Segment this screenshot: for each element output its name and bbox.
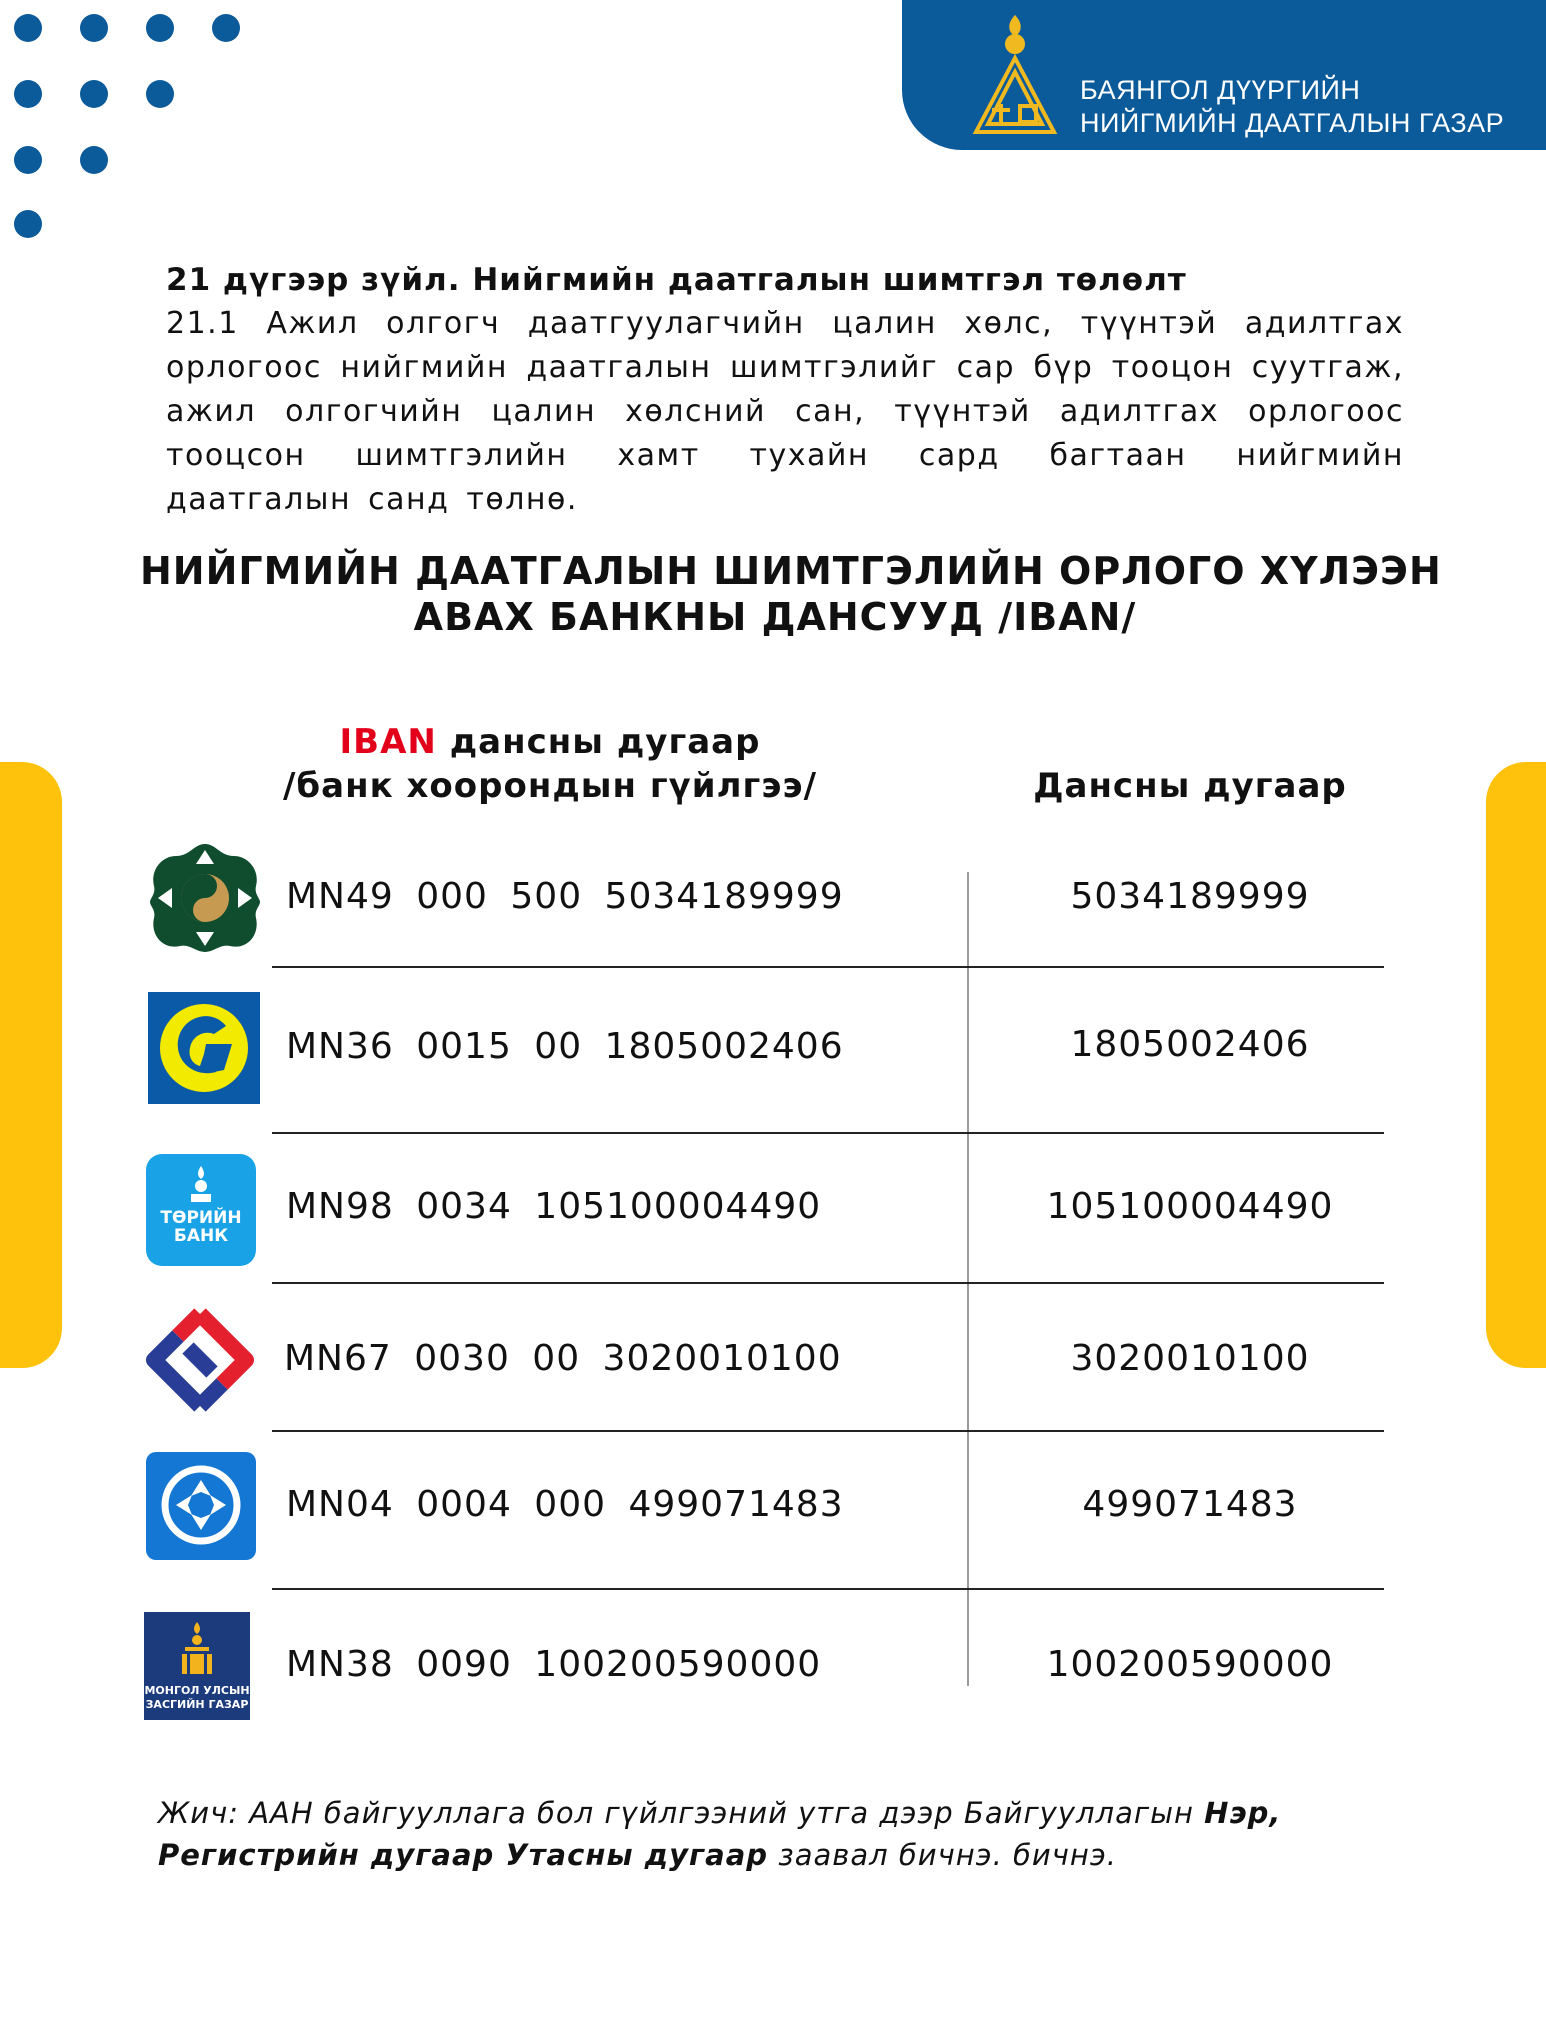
dot (212, 14, 240, 42)
account-number: 100200590000 (1046, 1644, 1334, 1685)
row-divider (272, 1132, 1384, 1134)
tdb-bank-logo-icon (146, 1452, 256, 1560)
social-insurance-emblem-icon (970, 14, 1060, 136)
state-bank-logo-icon (146, 1154, 256, 1266)
dot (80, 80, 108, 108)
header-org-line2: НИЙГМИЙН ДААТГАЛЫН ГАЗАР (1080, 108, 1505, 138)
government-logo-text-1: МОНГОЛ УЛСЫН (144, 1684, 250, 1697)
row-divider (272, 1588, 1384, 1590)
account-number: 499071483 (1082, 1484, 1298, 1525)
iban-header-rest: дансны дугаар (436, 722, 761, 762)
article-body: 21.1 Ажил олгогч даатгуулагчийн цалин хөлс, түүнтэй адилтгах орлогоос нийгмийн даатгалын шимтгэлийг сар бүр тооцон суутгаж, ажил олгогчийн цалин хөлсний сан, түүнтэй адилтгах орлогоос тооцсон шимтгэлийн хамт тухайн сард багтаан нийгмийн даатгалын санд төлнө. (166, 306, 1404, 517)
iban-number: MN38 0090 100200590000 (286, 1644, 822, 1685)
state-bank-logo-text-1: ТӨРИЙН (160, 1208, 242, 1228)
header-organization-title (1080, 74, 1504, 140)
row-divider (272, 1282, 1384, 1284)
column-divider (967, 872, 969, 1686)
footnote-suffix: заавал бичнэ. бичнэ. (768, 1838, 1117, 1872)
row-divider (272, 1430, 1384, 1432)
dot (80, 14, 108, 42)
xacbank-logo-icon (142, 1302, 258, 1418)
dot (146, 14, 174, 42)
footnote (158, 1792, 1388, 1876)
side-tab-right (1486, 762, 1546, 1368)
column-header-account: Дансны дугаар (1033, 766, 1347, 806)
iban-number: MN36 0015 00 1805002406 (286, 1026, 844, 1067)
account-number: 105100004490 (1046, 1186, 1334, 1227)
dot (14, 210, 42, 238)
iban-number: MN04 0004 000 499071483 (286, 1484, 844, 1525)
soyombo-icon (186, 1164, 216, 1204)
account-number: 5034189999 (1070, 876, 1310, 917)
dot (14, 14, 42, 42)
footnote-required-fields: Нэр, Регистрийн дугаар Утасны дугаар (158, 1796, 1282, 1872)
iban-number: MN98 0034 105100004490 (286, 1186, 822, 1227)
account-number: 3020010100 (1070, 1338, 1310, 1379)
dot (14, 146, 42, 174)
section-title-line1: НИЙГМИЙН ДААТГАЛЫН ШИМТГЭЛИЙН ОРЛОГО ХҮЛЭЭН (140, 549, 1442, 593)
section-title (140, 548, 1442, 640)
iban-number: MN49 000 500 5034189999 (286, 876, 844, 917)
tdb-emblem-icon (158, 1462, 244, 1548)
dot (146, 80, 174, 108)
header-org-line1: БАЯНГОЛ ДҮҮРГИЙН (1080, 75, 1361, 105)
article-title: 21 дүгээр зүйл. Нийгмийн даатгалын шимтгэл төлөлт (166, 262, 1187, 298)
footnote-prefix: Жич: ААН байгууллага бол гүйлгээний утга дээр Байгууллагын (158, 1796, 1205, 1830)
account-number: 1805002406 (1070, 1024, 1310, 1065)
column-header-iban (270, 720, 830, 808)
iban-keyword: IBAN (339, 722, 437, 762)
dot (14, 80, 42, 108)
row-divider (272, 966, 1384, 968)
iban-number: MN67 0030 00 3020010100 (284, 1338, 842, 1379)
soyombo-icon (180, 1620, 214, 1676)
state-bank-logo-text-2: БАНК (173, 1226, 229, 1246)
iban-header-subtitle: /банк хоорондын гүйлгээ/ (282, 766, 818, 806)
dot (80, 146, 108, 174)
khan-bank-logo-icon (148, 842, 262, 954)
section-title-line2: АВАХ БАНКНЫ ДАНСУУД /IBAN/ (413, 595, 1137, 639)
law-article (166, 258, 1404, 522)
side-tab-left (0, 762, 62, 1368)
government-emblem-logo-icon (144, 1612, 250, 1720)
golomt-bank-logo-icon (148, 992, 260, 1104)
government-logo-text-2: ЗАСГИЙН ГАЗАР (145, 1698, 249, 1711)
